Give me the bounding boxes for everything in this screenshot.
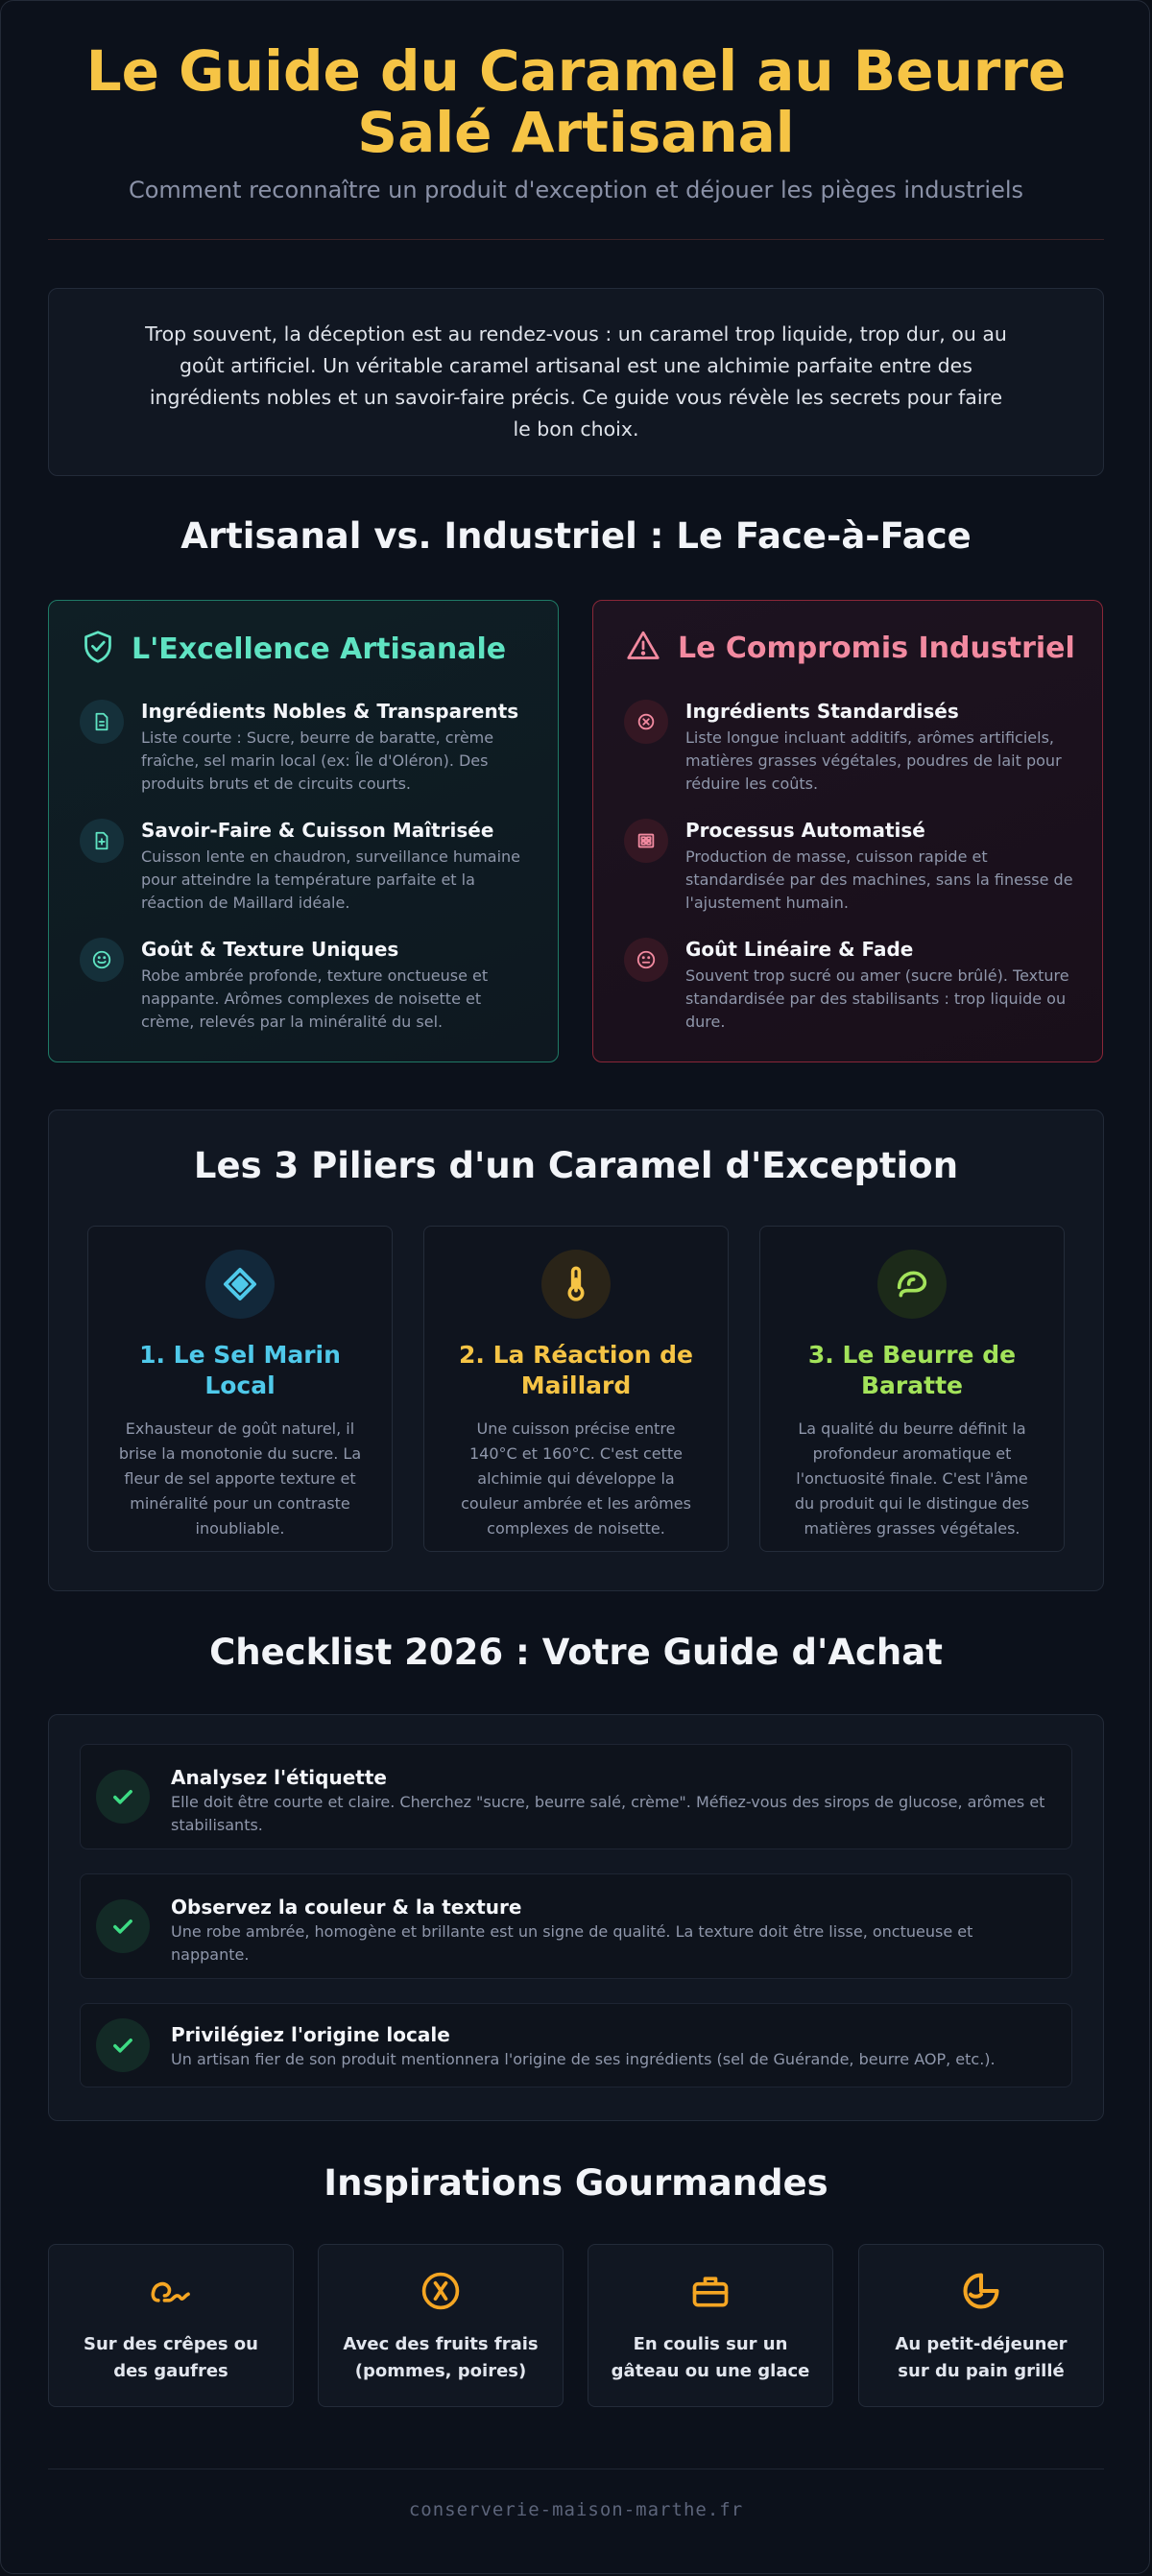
footer-link[interactable]: conserverie-maison-marthe.fr [408,2499,744,2520]
salt-crystal-icon [205,1250,275,1319]
document-icon [80,700,124,744]
artisanal-item-desc: Robe ambrée profonde, texture onctueuse et nappante. Arômes complexes de noisette et crème, relevés par la minéralité du sel. [141,966,489,1031]
crepe-icon [148,2268,194,2314]
pillar-title: 1. Le Sel Marin Local [139,1341,341,1399]
page-title: Le Guide du Caramel au Beurre Salé Artisanal [85,38,1067,165]
neutral-face-icon [624,938,668,982]
pillar-title: 2. La Réaction de Maillard [458,1341,694,1399]
inspiration-card [318,2244,564,2407]
industrial-card [592,600,1103,1062]
check-icon [96,2018,150,2072]
intro-box [48,288,1104,476]
smile-icon [80,938,124,982]
inspiration-card [588,2244,833,2407]
thermometer-icon [541,1250,611,1319]
checklist-item-title: Analysez l'étiquette [171,1766,387,1789]
artisanal-item-desc: Cuisson lente en chaudron, surveillance humaine pour atteindre la température parfaite et la réaction de Maillard idéale. [141,847,520,912]
check-icon [96,1770,150,1824]
artisanal-item-title: Goût & Texture Uniques [141,938,399,961]
fruit-icon [418,2268,464,2314]
industrial-item-desc: Liste longue incluant additifs, arômes artificiels, matières grasses végétales, poudres de lait pour réduire les coûts. [685,728,1062,793]
intro-text: Trop souvent, la déception est au rendez-vous : un caramel trop liquide, trop dur, ou au goût artificiel. Un véritable caramel artisanal est une alchimie parfaite entre des ingrédients nobles et un savoir-faire précis. Ce guide vous révèle les secrets pour faire le bon choix. [145,322,1007,441]
breakfast-icon [958,2268,1004,2314]
butter-icon [877,1250,947,1319]
industrial-item-title: Goût Linéaire & Fade [685,938,914,961]
pillar-desc: Exhausteur de goût naturel, il brise la monotonie du sucre. La fleur de sel apporte texture et minéralité pour un contraste inoubliable. [118,1419,362,1538]
x-circle-icon [624,700,668,744]
pillars-section [48,1109,1104,1591]
inspiration-card [858,2244,1104,2407]
check-icon [96,1899,150,1953]
artisanal-title: L'Excellence Artisanale [132,632,507,666]
header-divider [48,239,1104,240]
industrial-item-title: Processus Automatisé [685,819,925,842]
artisanal-item [80,700,531,796]
checklist-item-title: Observez la couleur & la texture [171,1896,522,1919]
inspiration-label: Sur des crêpes ou des gaufres [83,2334,258,2381]
inspiration-label: En coulis sur un gâteau ou une glace [611,2334,810,2381]
inspirations-heading: Inspirations Gourmandes [324,2162,828,2204]
pillar-desc: Une cuisson précise entre 140°C et 160°C. C'est cette alchimie qui développe la couleur ambrée et les arômes complexes de noisette. [461,1419,691,1538]
warning-icon [626,630,660,666]
checklist-item [80,2003,1072,2087]
pillar-card [87,1226,393,1552]
industrial-title: Le Compromis Industriel [678,631,1075,665]
inspiration-label: Au petit-déjeuner sur du pain grillé [895,2334,1068,2381]
checklist-item [80,1873,1072,1979]
checklist-item-desc: Un artisan fier de son produit mentionnera l'origine de ses ingrédients (sel de Guérande, beurre AOP, etc.). [171,2050,996,2068]
artisanal-card [48,600,559,1062]
inspiration-card [48,2244,294,2407]
file-plus-icon [80,819,124,863]
industrial-item [624,819,1075,915]
industrial-item [624,938,1075,1034]
pillar-card [759,1226,1065,1552]
industrial-item-title: Ingrédients Standardisés [685,700,959,723]
checklist-item [80,1744,1072,1849]
checklist-item-desc: Une robe ambrée, homogène et brillante est un signe de qualité. La texture doit être lisse, onctueuse et nappante. [171,1922,973,1964]
pillar-card [423,1226,729,1552]
pillar-desc: La qualité du beurre définit la profondeur aromatique et l'onctuosité finale. C'est l'âme du produit qui le distingue des matières grasses végétales. [794,1419,1030,1538]
comparison-heading: Artisanal vs. Industriel : Le Face-à-Face [180,515,972,557]
checklist-item-desc: Elle doit être courte et claire. Cherchez "sucre, beurre salé, crème". Méfiez-vous des sirops de glucose, arômes et stabilisants. [171,1793,1045,1834]
artisanal-item [80,819,531,915]
artisanal-item-desc: Liste courte : Sucre, beurre de baratte, crème fraîche, sel marin local (ex: Île d'Oléron). Des produits bruts et de circuits courts. [141,728,494,793]
artisanal-item [80,938,531,1034]
industrial-item [624,700,1075,796]
factory-icon [624,819,668,863]
page-subtitle: Comment reconnaître un produit d'exception et déjouer les pièges industriels [128,177,1024,203]
checklist-section [48,1714,1104,2121]
pillar-title: 3. Le Beurre de Baratte [807,1341,1017,1399]
inspiration-label: Avec des fruits frais (pommes, poires) [343,2334,539,2381]
industrial-item-desc: Production de masse, cuisson rapide et standardisée par des machines, sans la finesse de l'ajustement humain. [685,847,1073,912]
pillars-heading: Les 3 Piliers d'un Caramel d'Exception [193,1145,959,1186]
checklist-item-title: Privilégiez l'origine locale [171,2023,450,2046]
checklist-heading: Checklist 2026 : Votre Guide d'Achat [209,1632,943,1673]
shield-check-icon [82,630,114,668]
cake-icon [687,2268,733,2314]
artisanal-item-title: Savoir-Faire & Cuisson Maîtrisée [141,819,494,842]
industrial-item-desc: Souvent trop sucré ou amer (sucre brûlé). Texture standardisée par des stabilisants : trop liquide ou dure. [685,966,1069,1031]
artisanal-item-title: Ingrédients Nobles & Transparents [141,700,519,723]
